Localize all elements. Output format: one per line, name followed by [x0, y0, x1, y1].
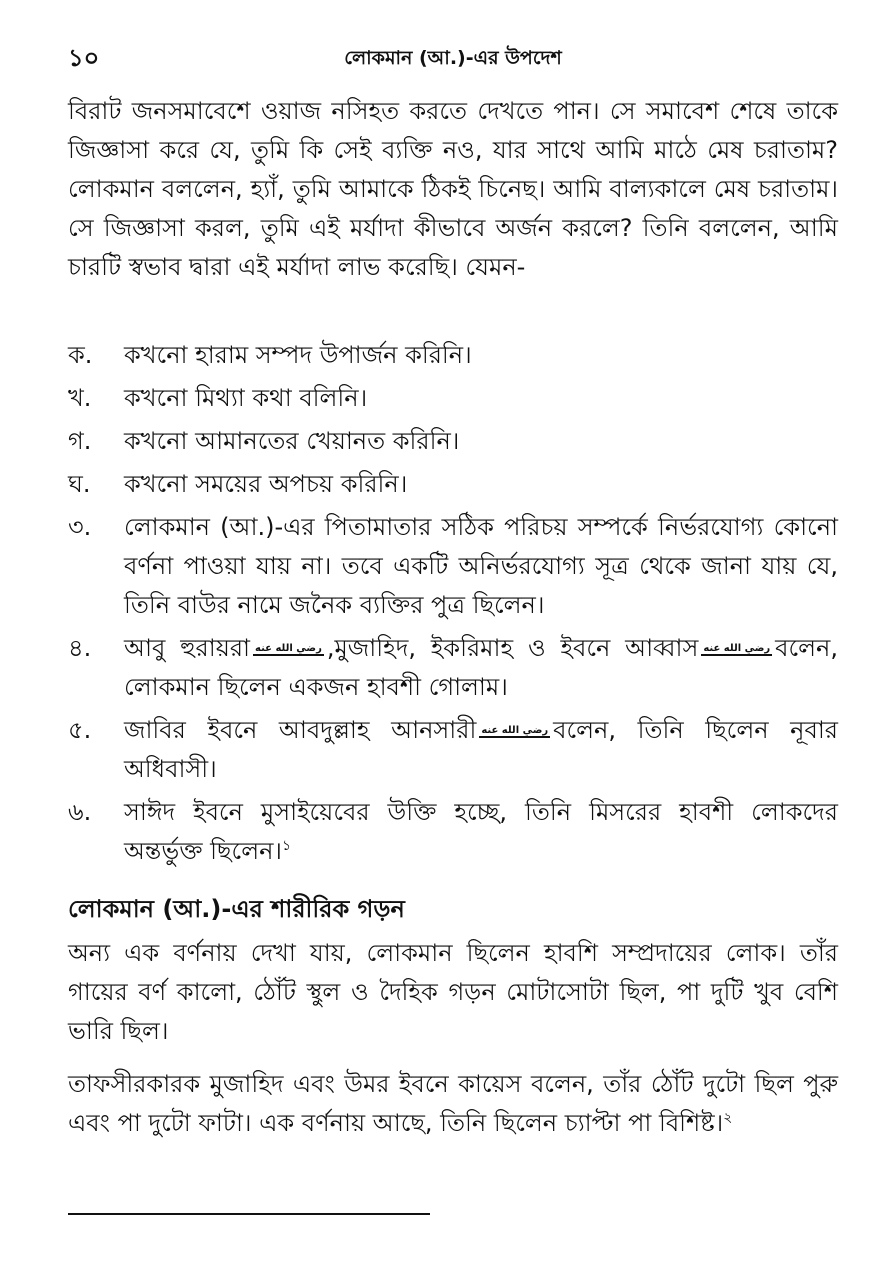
- paragraph: অন্য এক বর্ণনায় দেখা যায়, লোকমান ছিলেন হাবশি সম্প্রদায়ের লোক। তাঁর গায়ের বর্ণ কালো, ঠোঁট স্থুল ও দৈহিক গড়ন মোটাসোটা ছিল, পা দুটি খুব বেশি ভারি ছিল।: [68, 939, 838, 1045]
- list-marker: খ.: [68, 384, 92, 412]
- list-marker: ৩.: [68, 513, 92, 541]
- list-text-part: বলেন, তিনি ছিলেন নূবার অধিবাসী।: [124, 716, 838, 783]
- list-text-part: বলেন, লোকমান ছিলেন একজন হাবশী গোলাম।: [124, 634, 838, 701]
- list-marker: ৪.: [68, 634, 92, 662]
- numbered-list: [68, 336, 838, 875]
- list-text-part: জাবির ইবনে আবদুল্লাহ আনসারী: [124, 716, 477, 744]
- list-item: [68, 793, 838, 871]
- list-item: [68, 422, 838, 461]
- list-text: [124, 629, 838, 707]
- list-text: কখনো মিথ্যা কথা বলিনি।: [124, 384, 368, 412]
- list-text-part: সাঈদ ইবনে মুসাইয়েবের উক্তি হচ্ছে, তিনি মিসরের হাবশী লোকদের অন্তর্ভুক্ত ছিলেন।: [124, 798, 838, 865]
- list-text: লোকমান (আ.)-এর পিতামাতার সঠিক পরিচয় সম্পর্কে নির্ভরযোগ্য কোনো বর্ণনা পাওয়া যায় না। তবে একটি অনির্ভরযোগ্য সূত্র থেকে জানা যায় যে, তিনি বাউর নামে জনৈক ব্যক্তির পুত্র ছিলেন।: [124, 513, 838, 619]
- honorific-glyph: رضي الله عنه: [481, 724, 549, 736]
- list-marker: ৬.: [68, 798, 92, 826]
- page-header: [68, 40, 838, 76]
- list-text-part: আবু হুরায়রা: [124, 634, 251, 662]
- list-item: [68, 465, 838, 504]
- footnote-divider: [68, 1213, 430, 1215]
- list-marker: ঘ.: [68, 470, 91, 498]
- list-item: [68, 336, 838, 375]
- list-text: [124, 793, 838, 871]
- page-number: ১০: [68, 44, 100, 72]
- intro-paragraph: বিরাট জনসমাবেশে ওয়াজ নসিহত করতে দেখতে পান। সে সমাবেশ শেষে তাকে জিজ্ঞাসা করে যে, তুমি কি সেই ব্যক্তি নও, যার সাথে আমি মাঠে মেষ চরাতাম? লোকমান বললেন, হ্যাঁ, তুমি আমাকে ঠিকই চিনেছ। আমি বাল্যকালে মেষ চরাতাম। সে জিজ্ঞাসা করল, তুমি এই মর্যাদা কীভাবে অর্জন করলে? তিনি বললেন, আমি চারটি স্বভাব দ্বারা এই মর্যাদা লাভ করেছি। যেমন-: [68, 97, 838, 281]
- list-text-part: ,মুজাহিদ, ইকরিমাহ ও ইবনে আব্বাস: [326, 634, 699, 662]
- list-text: কখনো আমানতের খেয়ানত করিনি।: [124, 427, 460, 455]
- section-heading: লোকমান (আ.)-এর শারীরিক গড়ন: [68, 895, 405, 923]
- list-text: কখনো সময়ের অপচয় করিনি।: [124, 470, 408, 498]
- list-item: [68, 711, 838, 789]
- list-marker: ক.: [68, 341, 93, 369]
- honorific-glyph: رضي الله عنه: [255, 642, 322, 654]
- list-item: [68, 379, 838, 418]
- list-text: [124, 711, 838, 789]
- honorific-glyph: رضي الله عنه: [703, 642, 771, 654]
- list-item: [68, 629, 838, 707]
- footnote-ref: ২: [723, 1110, 733, 1126]
- list-marker: ৫.: [68, 716, 92, 744]
- paragraph-text: তাফসীরকারক মুজাহিদ এবং উমর ইবনে কায়েস বলেন, তাঁর ঠোঁট দুটো ছিল পুরু এবং পা দুটো ফাটা। এক বর্ণনায় আছে, তিনি ছিলেন চ্যাপ্টা পা বিশিষ্ট।: [68, 1070, 838, 1137]
- running-title: লোকমান (আ.)-এর উপদেশ: [344, 47, 562, 69]
- footnote-ref: ১: [282, 838, 292, 854]
- list-text: কখনো হারাম সম্পদ উপার্জন করিনি।: [124, 341, 472, 369]
- list-item: [68, 508, 838, 625]
- list-marker: গ.: [68, 427, 92, 455]
- paragraph: [68, 1065, 838, 1143]
